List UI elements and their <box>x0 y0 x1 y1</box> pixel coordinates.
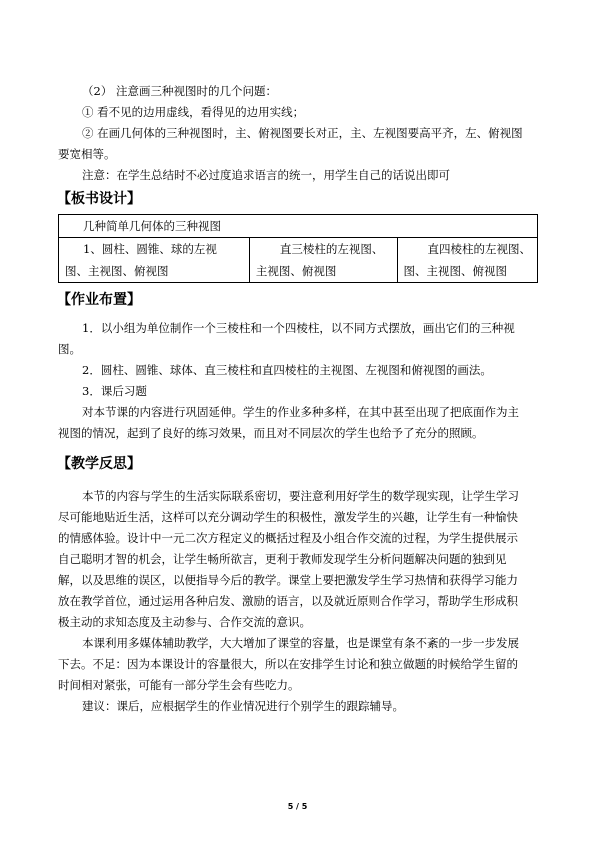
cell-line: 图、主视图、俯视图 <box>403 264 507 278</box>
item2-point1: ① 看不见的边用虚线，看得见的边用实线； <box>82 105 305 119</box>
homework-item1-line1: 1．以小组为单位制作一个三棱柱和一个四棱柱，以不同方式摆放，画出它们的三种视 <box>82 321 515 335</box>
homework-item2: 2．圆柱、圆锥、球体、直三棱柱和直四棱柱的主视图、左视图和俯视图的画法。 <box>82 363 492 377</box>
cell-line: 1、圆柱、圆锥、球的左视 <box>83 242 217 256</box>
reflection-p1-line2: 尽可能地贴近生活，这样可以充分调动学生的积极性，激发学生的兴趣，让学生有一种愉快 <box>58 510 518 524</box>
reflection-p1-line1: 本节的内容与学生的生活实际联系密切，要注意利用好学生的数学现实现，让学生学习 <box>82 489 519 503</box>
note-text: 注意：在学生总结时不必过度追求语言的统一，用学生自己的话说出即可 <box>82 168 450 182</box>
table-title-cell <box>59 215 538 238</box>
table-row <box>59 238 538 283</box>
cell-line: 直三棱柱的左视图、 <box>279 242 384 256</box>
table-cell <box>249 238 397 283</box>
table-row <box>59 215 538 238</box>
item2-title: （2） 注意画三种视图时的几个问题： <box>82 84 277 98</box>
reflection-p2-line2: 下去。不足：因为本课设计的容量很大，所以在安排学生讨论和独立做题的时候给学生留的 <box>58 657 518 671</box>
page-number: 5 / 5 <box>287 802 308 811</box>
table-title: 几种简单几何体的三种视图 <box>83 219 221 233</box>
item2-point2-line1: ② 在画几何体的三种视图时，主、俯视图要长对正，主、左视图要高平齐，左、俯视图 <box>82 126 523 140</box>
reflection-p2-line1: 本课利用多媒体辅助教学，大大增加了课堂的容量，也是课堂有条不紊的一步一步发展 <box>82 636 519 650</box>
table-cell <box>397 238 538 283</box>
cell-line: 直四棱柱的左视图、 <box>427 242 531 256</box>
homework-heading: 【作业布置】 <box>57 292 141 308</box>
homework-para-line2: 视图的情况，起到了良好的练习效果，而且对不同层次的学生也给予了充分的照顾。 <box>58 426 484 440</box>
homework-para-line1: 对本节课的内容进行巩固延伸。学生的作业多种多样，在其中甚至出现了把底面作为主 <box>82 405 519 419</box>
board-design-table <box>58 214 538 283</box>
item2-point2-line2: 要宽相等。 <box>58 147 116 161</box>
reflection-p1-line3: 的情感体验。设计中一元二次方程定义的概括过程及小组合作交流的过程，为学生提供展示 <box>58 531 518 545</box>
reflection-p2-line3: 时间相对紧张，可能有一部分学生会有些吃力。 <box>58 678 300 692</box>
reflection-p1-line4: 自己聪明才智的机会，让学生畅所欲言，更利于教师发现学生分析问题解决问题的独到见 <box>58 552 507 566</box>
homework-item3: 3．课后习题 <box>82 384 147 398</box>
reflection-heading: 【教学反思】 <box>57 456 141 472</box>
reflection-p1-line6: 放在教学首位，通过运用各种启发、激励的语言，以及就近原则合作学习，帮助学生形成积 <box>58 594 518 608</box>
board-design-heading: 【板书设计】 <box>57 191 141 207</box>
reflection-p1-line7: 极主动的求知态度及主动参与、合作交流的意识。 <box>58 615 311 629</box>
reflection-p1-line5: 解，以及思维的误区，以便指导今后的教学。课堂上要把激发学生学习热情和获得学习能力 <box>58 573 518 587</box>
homework-item1-line2: 图。 <box>58 342 81 356</box>
cell-line: 主视图、俯视图 <box>255 264 337 278</box>
reflection-p3: 建议：课后，应根据学生的作业情况进行个别学生的跟踪辅导。 <box>82 699 404 713</box>
table-cell <box>59 238 250 283</box>
cell-line: 图、主视图、俯视图 <box>65 264 169 278</box>
